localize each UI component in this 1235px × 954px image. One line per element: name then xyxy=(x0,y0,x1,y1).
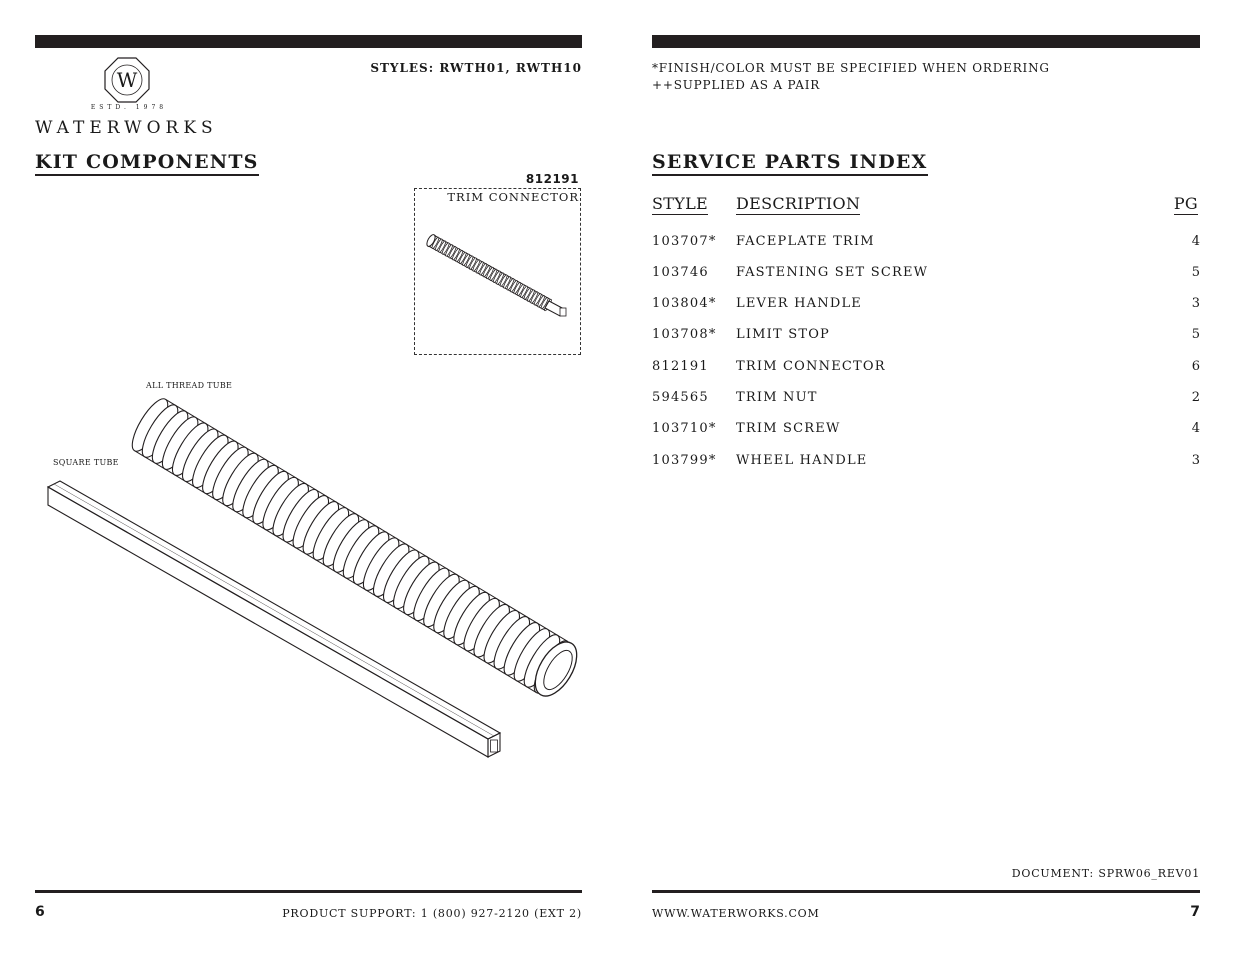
row-page: 3 xyxy=(1191,453,1200,468)
logo-wordmark: WATERWORKS xyxy=(35,118,218,138)
left-header-bar xyxy=(35,35,582,48)
row-page: 5 xyxy=(1191,327,1200,342)
right-page-number: 7 xyxy=(1190,904,1200,920)
row-style: 594565 xyxy=(652,390,709,405)
table-row xyxy=(652,296,1200,316)
callout-part-number: 812191 xyxy=(525,172,579,186)
waterworks-logo xyxy=(35,54,220,136)
all-thread-tube-label: ALL THREAD TUBE xyxy=(146,381,233,390)
row-description: LEVER HANDLE xyxy=(736,296,862,311)
table-row xyxy=(652,265,1200,285)
table-row xyxy=(652,453,1200,473)
table-row xyxy=(652,359,1200,379)
row-page: 3 xyxy=(1191,296,1200,311)
kit-components-illustration xyxy=(40,395,585,765)
row-page: 6 xyxy=(1191,359,1200,374)
row-description: TRIM CONNECTOR xyxy=(736,359,886,374)
product-support: PRODUCT SUPPORT: 1 (800) 927-2120 (EXT 2) xyxy=(282,907,582,920)
website-link[interactable]: WWW.WATERWORKS.COM xyxy=(652,907,820,920)
logo-monogram: W xyxy=(116,68,138,92)
row-page: 4 xyxy=(1191,421,1200,436)
logo-established: ESTD. 1978 xyxy=(90,104,168,111)
callout-part-label: TRIM CONNECTOR xyxy=(447,190,579,204)
square-tube-label: SQUARE TUBE xyxy=(53,458,119,467)
table-row xyxy=(652,390,1200,410)
kit-components-title: KIT COMPONENTS xyxy=(35,151,259,176)
row-style: 103710* xyxy=(652,421,717,436)
finish-note: *FINISH/COLOR MUST BE SPECIFIED WHEN ORDERING xyxy=(652,61,1050,75)
row-style: 103708* xyxy=(652,327,717,342)
row-style: 103799* xyxy=(652,453,717,468)
table-row xyxy=(652,421,1200,441)
right-footer-rule xyxy=(652,890,1200,893)
row-style: 812191 xyxy=(652,359,709,374)
row-page: 2 xyxy=(1191,390,1200,405)
row-description: WHEEL HANDLE xyxy=(736,453,868,468)
row-description: TRIM NUT xyxy=(736,390,818,405)
left-page-number: 6 xyxy=(35,904,45,920)
ordering-notes xyxy=(652,60,1050,94)
row-description: LIMIT STOP xyxy=(736,327,830,342)
left-footer-rule xyxy=(35,890,582,893)
row-description: TRIM SCREW xyxy=(736,421,841,436)
trim-connector-illustration xyxy=(420,225,578,330)
row-style: 103707* xyxy=(652,234,717,249)
row-description: FACEPLATE TRIM xyxy=(736,234,875,249)
style-column-header: STYLE xyxy=(652,194,708,213)
row-page: 5 xyxy=(1191,265,1200,280)
pg-column-header: PG xyxy=(1173,194,1198,213)
row-description: FASTENING SET SCREW xyxy=(736,265,929,280)
pair-note: ++SUPPLIED AS A PAIR xyxy=(652,78,821,92)
row-style: 103804* xyxy=(652,296,717,311)
row-style: 103746 xyxy=(652,265,709,280)
styles-label: STYLES: RWTH01, RWTH10 xyxy=(370,61,582,75)
document-id: DOCUMENT: SPRW06_REV01 xyxy=(1011,867,1200,880)
service-parts-index-title: SERVICE PARTS INDEX xyxy=(652,151,928,176)
right-header-bar xyxy=(652,35,1200,48)
table-row xyxy=(652,327,1200,347)
table-row xyxy=(652,234,1200,254)
description-column-header: DESCRIPTION xyxy=(736,194,861,213)
row-page: 4 xyxy=(1191,234,1200,249)
